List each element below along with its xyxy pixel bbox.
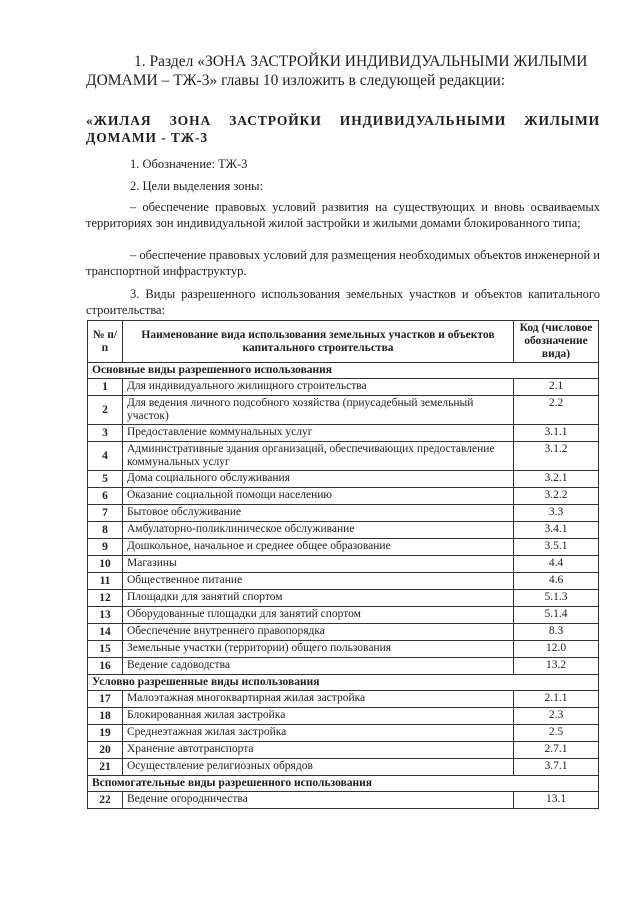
section-title: Вспомогательные виды разрешенного использования	[88, 776, 599, 792]
row-number: 11	[88, 573, 123, 590]
row-code: 3.4.1	[514, 522, 599, 539]
table-row	[88, 792, 599, 809]
designation-paragraph: 1. Обозначение: ТЖ-3	[130, 157, 248, 171]
row-number: 21	[88, 759, 123, 776]
table-row	[88, 442, 599, 471]
table-row	[88, 624, 599, 641]
row-code: 2.1	[514, 379, 599, 396]
row-number: 16	[88, 658, 123, 675]
table-row	[88, 505, 599, 522]
table-row	[88, 759, 599, 776]
row-number: 18	[88, 708, 123, 725]
row-name: Общественное питание	[123, 573, 514, 590]
row-name: Амбулаторно-поликлиническое обслуживание	[123, 522, 514, 539]
row-number: 12	[88, 590, 123, 607]
row-number: 1	[88, 379, 123, 396]
table-row	[88, 539, 599, 556]
header-code: Код (числовое обозначение вида)	[514, 321, 599, 363]
table-body	[88, 363, 599, 809]
row-code: 2.7.1	[514, 742, 599, 759]
row-code: 13.1	[514, 792, 599, 809]
intro-paragraph: 1. Раздел «ЗОНА ЗАСТРОЙКИ ИНДИВИДУАЛЬНЫМИ ЖИЛЫМИ ДОМАМИ – ТЖ-3» главы 10 изложить в следующей редакции:	[86, 53, 588, 89]
table-section-row	[88, 675, 599, 691]
goals-heading: 2. Цели выделения зоны:	[130, 179, 264, 193]
row-number: 14	[88, 624, 123, 641]
row-code: 8.3	[514, 624, 599, 641]
table-row	[88, 691, 599, 708]
row-code: 3.5.1	[514, 539, 599, 556]
row-code: 2.3	[514, 708, 599, 725]
row-code: 3.3	[514, 505, 599, 522]
row-name: Блокированная жилая застройка	[123, 708, 514, 725]
header-num: № п/п	[88, 321, 123, 363]
table-section-row	[88, 776, 599, 792]
header-name: Наименование вида использования земельных участков и объектов капитального строительства	[123, 321, 514, 363]
table-row	[88, 742, 599, 759]
table-row	[88, 725, 599, 742]
table-header-row	[88, 321, 599, 363]
row-name: Оборудованные площадки для занятий спортом	[123, 607, 514, 624]
row-number: 8	[88, 522, 123, 539]
row-name: Оказание социальной помощи населению	[123, 488, 514, 505]
table-row	[88, 708, 599, 725]
zone-title: «ЖИЛАЯ ЗОНА ЗАСТРОЙКИ ИНДИВИДУАЛЬНЫМИ ЖИЛЫМИ ДОМАМИ - ТЖ-3	[86, 113, 600, 145]
table-row	[88, 641, 599, 658]
table-row	[88, 607, 599, 624]
row-number: 2	[88, 396, 123, 425]
row-name: Ведение садоводства	[123, 658, 514, 675]
row-code: 2.5	[514, 725, 599, 742]
row-number: 19	[88, 725, 123, 742]
row-code: 3.1.1	[514, 425, 599, 442]
goal-item-1: – обеспечение правовых условий развития на существующих и вновь осваиваемых территориях зон индивидуальной жилой застройки и жилыми домами блокированного типа;	[86, 200, 600, 230]
row-name: Обеспечение внутреннего правопорядка	[123, 624, 514, 641]
row-number: 6	[88, 488, 123, 505]
row-number: 3	[88, 425, 123, 442]
row-number: 20	[88, 742, 123, 759]
row-name: Хранение автотранспорта	[123, 742, 514, 759]
row-code: 2.2	[514, 396, 599, 425]
row-name: Магазины	[123, 556, 514, 573]
table-row	[88, 396, 599, 425]
table-row	[88, 488, 599, 505]
row-code: 4.6	[514, 573, 599, 590]
row-code: 2.1.1	[514, 691, 599, 708]
row-name: Площадки для занятий спортом	[123, 590, 514, 607]
row-code: 3.1.2	[514, 442, 599, 471]
row-name: Предоставление коммунальных услуг	[123, 425, 514, 442]
uses-table	[87, 320, 599, 809]
row-number: 9	[88, 539, 123, 556]
table-section-row	[88, 363, 599, 379]
row-name: Малоэтажная многоквартирная жилая застройка	[123, 691, 514, 708]
row-name: Осуществление религиозных обрядов	[123, 759, 514, 776]
row-number: 10	[88, 556, 123, 573]
table-row	[88, 471, 599, 488]
row-number: 7	[88, 505, 123, 522]
section-title: Условно разрешенные виды использования	[88, 675, 599, 691]
row-name: Для индивидуального жилищного строительства	[123, 379, 514, 396]
row-name: Земельные участки (территории) общего пользования	[123, 641, 514, 658]
row-name: Для ведения личного подсобного хозяйства (приусадебный земельный участок)	[123, 396, 514, 425]
table-row	[88, 556, 599, 573]
goal-item-2: – обеспечение правовых условий для размещения необходимых объектов инженерной и транспортной инфраструктур.	[86, 248, 600, 278]
table-row	[88, 573, 599, 590]
row-number: 13	[88, 607, 123, 624]
row-number: 5	[88, 471, 123, 488]
row-code: 3.2.1	[514, 471, 599, 488]
row-code: 12.0	[514, 641, 599, 658]
row-code: 5.1.3	[514, 590, 599, 607]
row-number: 22	[88, 792, 123, 809]
row-name: Ведение огородничества	[123, 792, 514, 809]
section-title: Основные виды разрешенного использования	[88, 363, 599, 379]
row-name: Дошкольное, начальное и среднее общее образование	[123, 539, 514, 556]
row-number: 17	[88, 691, 123, 708]
row-code: 5.1.4	[514, 607, 599, 624]
row-name: Среднеэтажная жилая застройка	[123, 725, 514, 742]
uses-heading: 3. Виды разрешенного использования земельных участков и объектов капитального строительства:	[86, 287, 600, 317]
table-row	[88, 658, 599, 675]
row-code: 3.2.2	[514, 488, 599, 505]
table-row	[88, 590, 599, 607]
row-code: 13.2	[514, 658, 599, 675]
row-name: Бытовое обслуживание	[123, 505, 514, 522]
table-row	[88, 379, 599, 396]
row-name: Административные здания организаций, обеспечивающих предоставление коммунальных услуг	[123, 442, 514, 471]
row-number: 4	[88, 442, 123, 471]
row-name: Дома социального обслуживания	[123, 471, 514, 488]
table-row	[88, 425, 599, 442]
table-row	[88, 522, 599, 539]
row-number: 15	[88, 641, 123, 658]
row-code: 3.7.1	[514, 759, 599, 776]
row-code: 4.4	[514, 556, 599, 573]
